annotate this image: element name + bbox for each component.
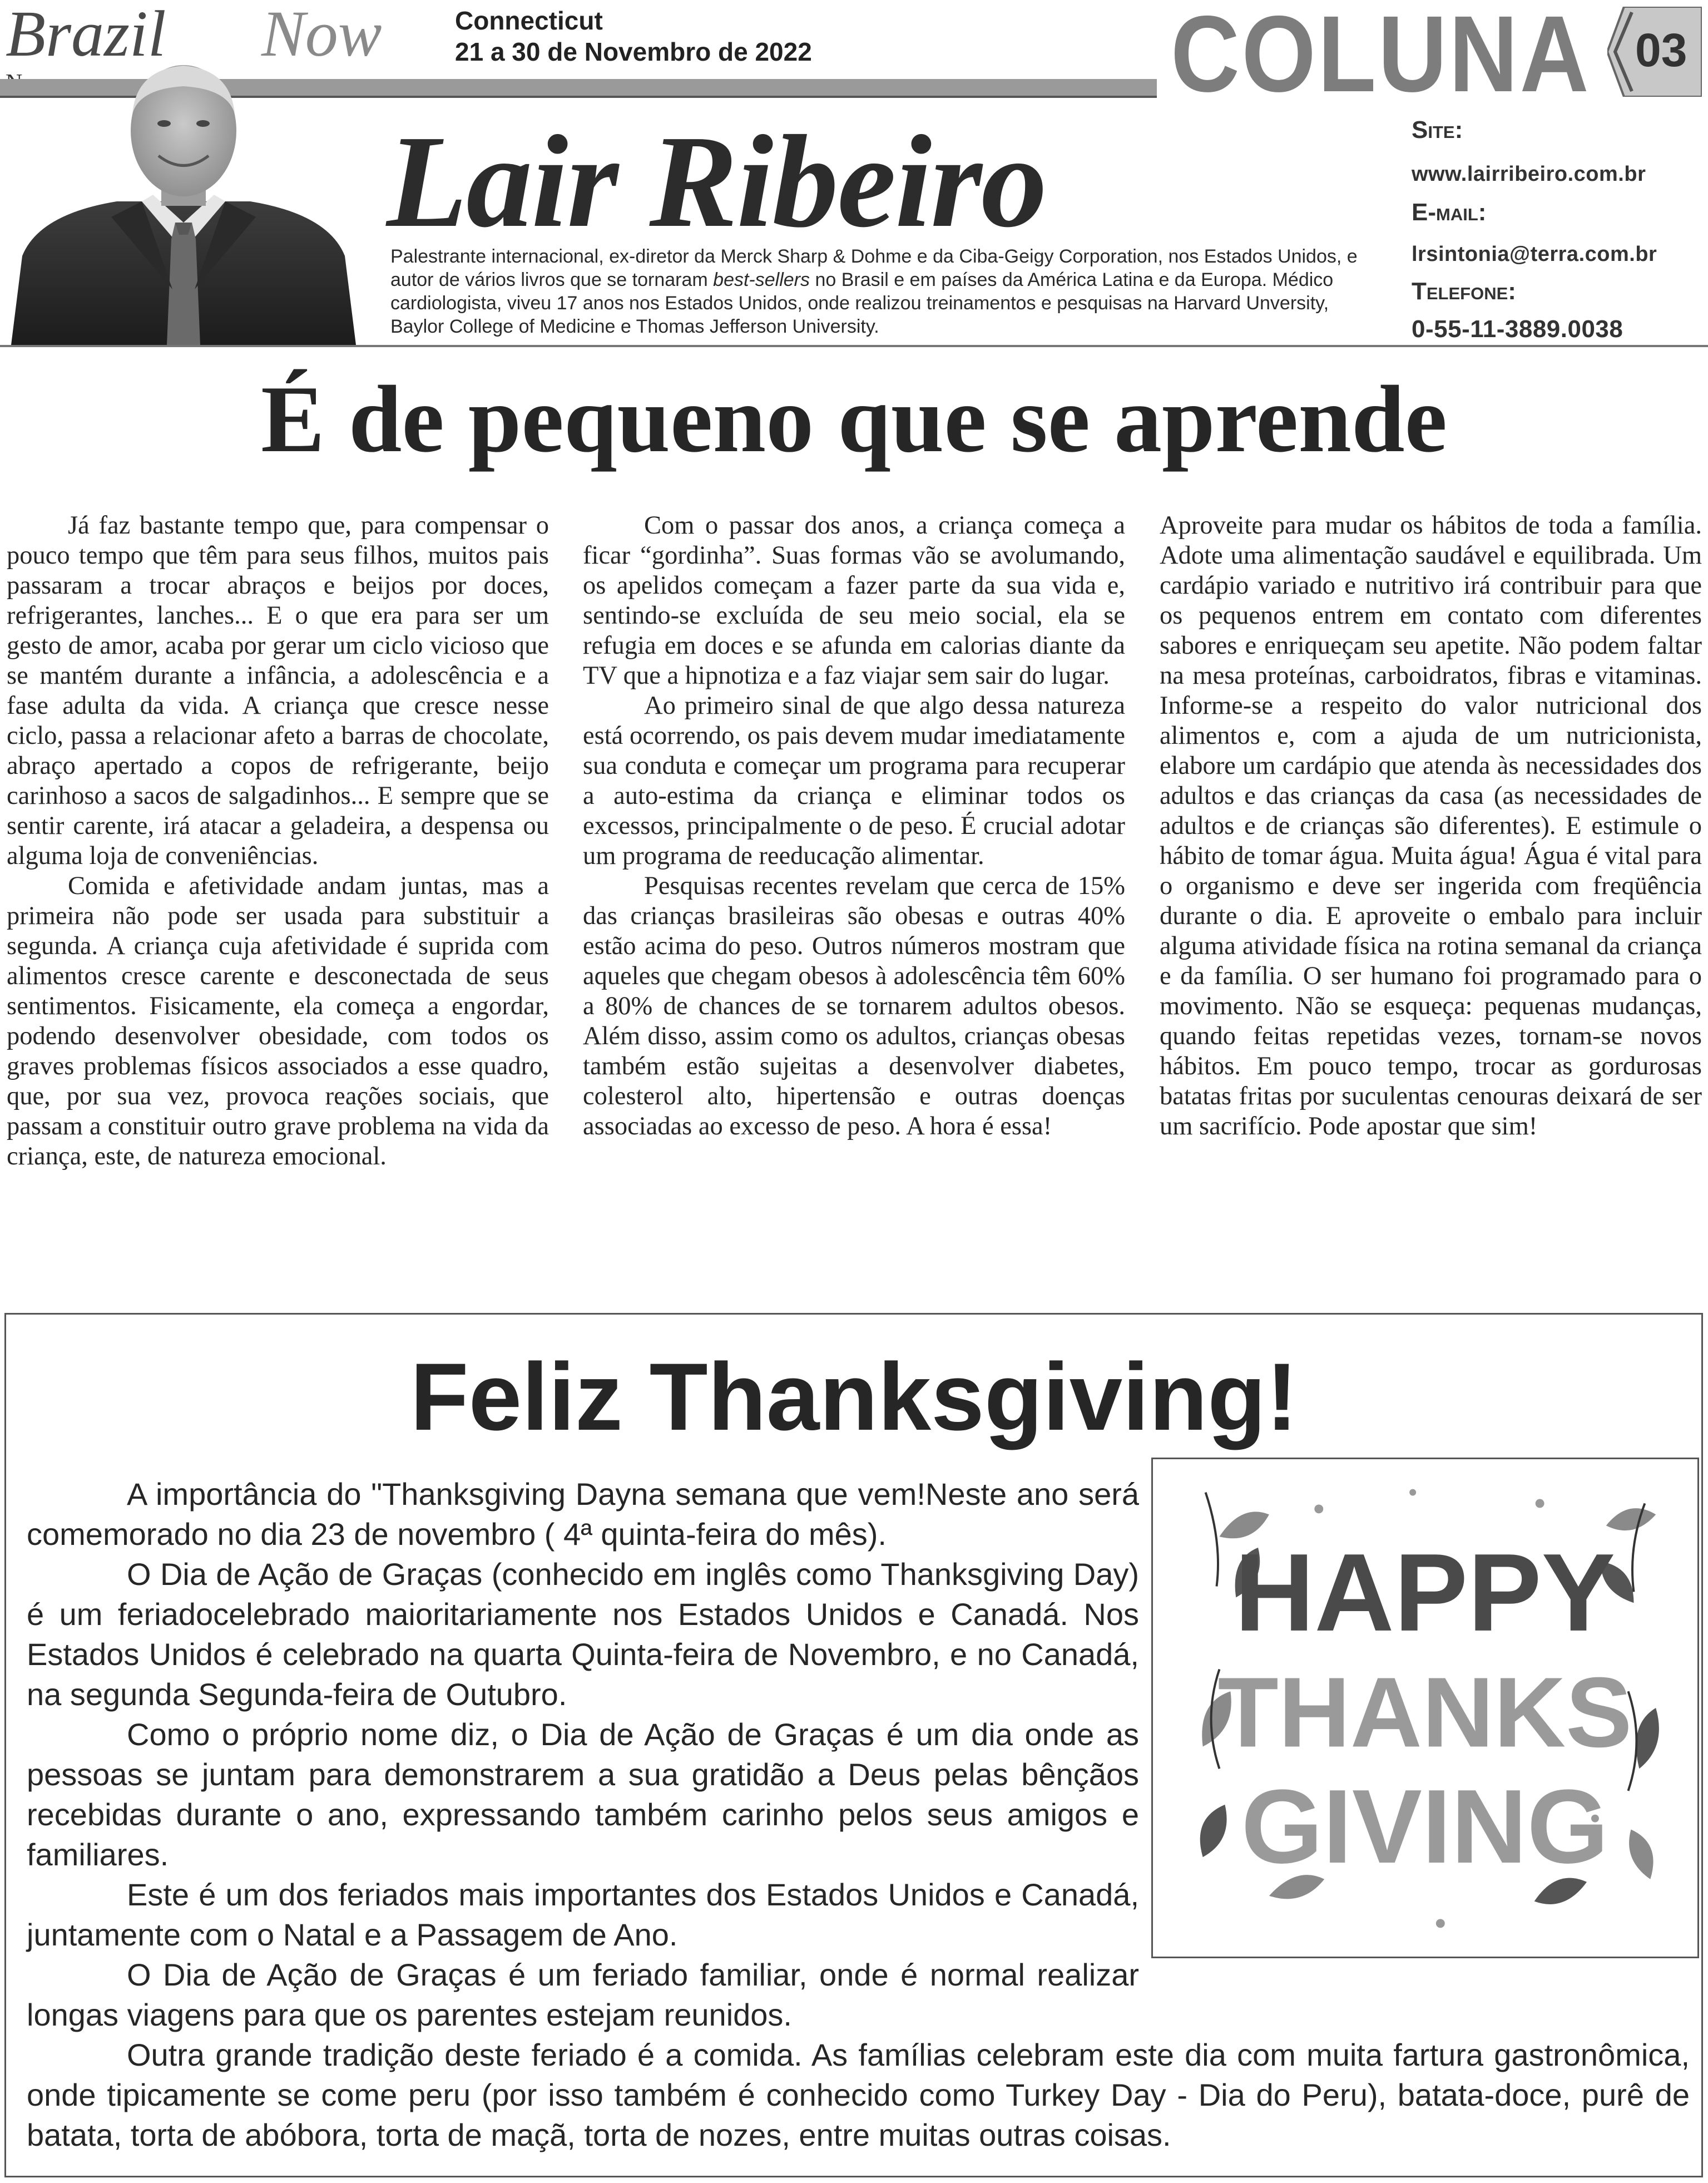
phone-value: 0-55-11-3889.0038	[1412, 315, 1623, 343]
site-label: Site:	[1412, 116, 1463, 144]
page-number: 03	[1635, 24, 1687, 76]
thanksgiving-paragraph: O Dia de Ação de Graças é um feriado familiar, onde é normal realizar longas viagens para que os parentes estejam reunidos.	[27, 1957, 1139, 2032]
article-paragraph: Comida e afetividade andam juntas, mas a primeira não pode ser usada para substituir a segunda. A criança cuja afetividade é suprida com alimentos cresce carente e desconectada de seus sentimentos. Fisicamente, ela começa a engordar, podendo desenvolver obesidade, com todos os graves problemas físicos associados a esse quadro, que, por sua vez, provoca reações sociais, que passam a constituir outro grave problema na vida da criança, este, de natureza emocional.	[7, 872, 549, 1170]
illustration-line-1: HAPPY	[1234, 1530, 1616, 1654]
article-paragraph: Ao primeiro sinal de que algo dessa natureza está ocorrendo, os pais devem mudar imediatamente sua conduta e começar um programa para recuperar a auto-estima da criança e eliminar todos os excessos, principalmente o de peso. É crucial adotar um programa de reeducação alimentar.	[583, 692, 1125, 870]
author-name: Lair Ribeiro	[387, 108, 1046, 255]
thanksgiving-headline: Feliz Thanksgiving!	[410, 1344, 1298, 1450]
thanksgiving-paragraph: Outra grande tradição deste feriado é a comida. As famílias celebram este dia com muita fartura gastronômica, onde tipicamente se come peru (por isso também é conhecido como Turkey Day - Dia do Peru), batata-doce, purê de batata, torta de abóbora, torta de maçã, torta de nozes, entre muitas outras coisas.	[27, 2037, 1690, 2152]
illustration-line-2: THANKS	[1217, 1656, 1632, 1768]
header-divider	[0, 345, 1708, 347]
email-label: E-mail:	[1412, 199, 1487, 226]
article-paragraph: Já faz bastante tempo que, para compensar o pouco tempo que têm para seus filhos, muitos pais passaram a trocar abraços e beijos por doces, refrigerantes, lanches... E o que era para ser um gesto de amor, acaba por gerar um ciclo vicioso que se mantém durante a infância, a adolescência e a fase adulta da vida. A criança que cresce nesse ciclo, passa a relacionar afeto a barras de chocolate, abraço apertado a copos de refrigerante, beijo carinhoso a sacos de salgadinhos... E sempre que se sentir carente, irá atacar a geladeira, a despensa ou alguma loja de conveniências.	[7, 511, 549, 870]
happy-thanksgiving-illustration	[1151, 1458, 1699, 1958]
author-bio-italic: best-sellers	[713, 269, 810, 290]
illustration-line-3: GIVING	[1241, 1767, 1609, 1885]
email-link[interactable]: lrsintonia@terra.com.br	[1412, 243, 1657, 266]
author-bio-part2: no Brasil e em países da América Latina e da Europa. Médico cardiologista, viveu 17 anos nos Estados Unidos, onde realizou treinamentos e pesquisas na Harvard Unversity, Baylor College of Medicine e Thomas Jefferson University.	[390, 269, 1334, 337]
author-bio	[390, 245, 1380, 338]
edition-location: Connecticut	[455, 6, 603, 35]
article-headline: É de pequeno que se aprende	[261, 367, 1447, 472]
author-bio-part1: Palestrante internacional, ex-diretor da Merck Sharp & Dohme e da Ciba-Geigy Corporation, nos Estados Unidos, e autor de vários livros que se tornaram	[390, 246, 1358, 290]
phone-label: Telefone:	[1412, 278, 1516, 305]
thanksgiving-paragraph: O Dia de Ação de Graças (conhecido em inglês como Thanksgiving Day) é um feriadocelebrado maioritariamente nos Estados Unidos e Canadá. Nos Estados Unidos é celebrado na quarta Quinta-feira de Novembro, e no Canadá, na segunda Segunda-feira de Outubro.	[27, 1557, 1139, 1712]
thanksgiving-paragraph: A importância do "Thanksgiving Dayna semana que vem!Neste ano será comemorado no dia 23 de novembro ( 4ª quinta-feira do mês).	[27, 1476, 1139, 1552]
thanksgiving-body-wide	[27, 2035, 1690, 2155]
edition-date: 21 a 30 de Novembro de 2022	[455, 37, 812, 66]
logo-word-now: Now	[261, 0, 382, 70]
thanksgiving-paragraph: Este é um dos feriados mais importantes dos Estados Unidos e Canadá, juntamente com o Natal e a Passagem de Ano.	[27, 1877, 1139, 1952]
section-label: COLUNA	[1171, 0, 1591, 115]
article-column-1	[7, 511, 549, 1172]
article-paragraph: Pesquisas recentes revelam que cerca de 15% das crianças brasileiras são obesas e outras 40% estão acima do peso. Outros números mostram que aqueles que chegam obesos à adolescência têm 60% a 80% de chances de se tornarem adultos obesos. Além disso, assim como os adultos, crianças obesas também estão sujeitas a desenvolver diabetes, colesterol alto, hipertensão e outras doenças associadas ao excesso de peso. A hora é essa!	[583, 872, 1125, 1140]
article-paragraph: Com o passar dos anos, a criança começa a ficar “gordinha”. Suas formas vão se avolumando, os apelidos começam a fazer parte da sua vida e, sentindo-se excluída de seu meio social, ela se refugia em doces e se afunda em calorias diante da TV que a hipnotiza e a faz viajar sem sair do lugar.	[583, 511, 1125, 690]
site-link[interactable]: www.lairribeiro.com.br	[1412, 162, 1646, 186]
thanksgiving-paragraph: Como o próprio nome diz, o Dia de Ação de Graças é um dia onde as pessoas se juntam para demonstrarem a sua gratidão a Deus pelas bênçãos recebidas durante o ano, expressando também carinho pelos seus amigos e familiares.	[27, 1717, 1139, 1872]
logo-word-brazil: Brazil	[6, 0, 166, 70]
article-column-2	[583, 511, 1125, 1142]
article-paragraph: Aproveite para mudar os hábitos de toda a família. Adote uma alimentação saudável e equilibrada. Um cardápio variado e nutritivo irá contribuir para que os pequenos entrem em contato com diferentes sabores e enriqueçam seu apetite. Não podem faltar na mesa proteínas, carboidratos, fibras e vitaminas. Informe-se a respeito do valor nutricional dos alimentos e, com a ajuda de um nutricionista, elabore um cardápio que atenda às necessidades dos adultos e das crianças da casa (as necessidades de adultos e de crianças são diferentes). E estimule o hábito de tomar água. Muita água! Água é vital para o organismo e deve ser ingerida com freqüência durante o dia. E aproveite o embalo para incluir alguma atividade física na rotina semanal da criança e da família. O ser humano foi programado para o movimento. Não se esqueça: pequenas mudanças, quando feitas repetidas vezes, tornam-se novos hábitos. Em pouco tempo, trocar as gordurosas batatas fritas por suculentas cenouras deixará de ser um sacrifício. Pode apostar que sim!	[1160, 511, 1702, 1140]
thanksgiving-body	[27, 1474, 1139, 2035]
article-column-3	[1160, 511, 1702, 1142]
author-photo	[0, 56, 367, 345]
